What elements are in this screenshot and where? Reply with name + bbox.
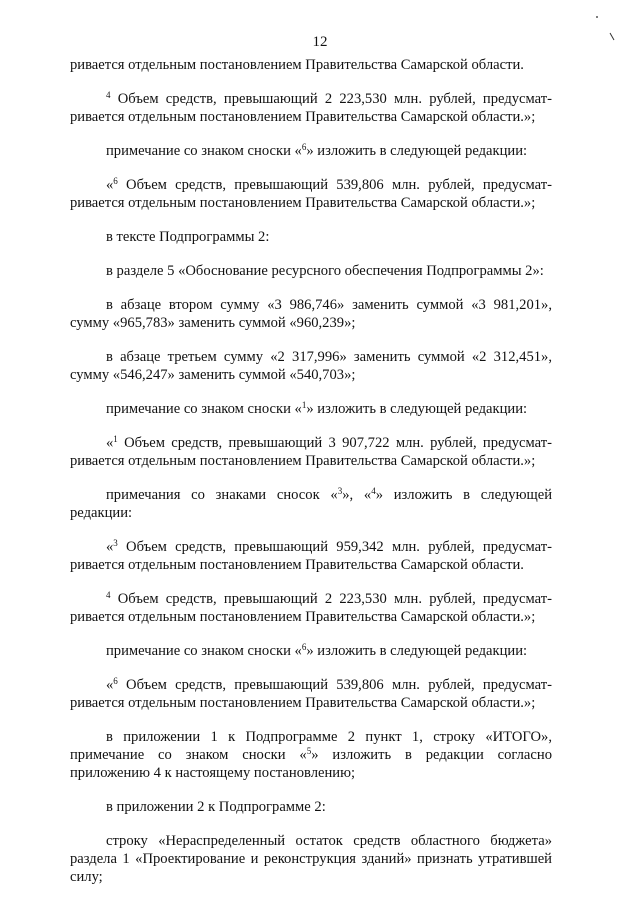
paragraph-text: » изложить в редакции согласно приложению 4 к настоящему постановлению; [70,747,552,781]
paragraph-text: примечание со знаком сноски « [106,401,302,417]
footnote-marker: 5 [306,746,312,756]
paragraph [70,176,552,212]
paragraph-text: Объем средств, превышающий 959,342 млн. рублей, предусмат- ривается отдельным постановлением Правительства Самарской области. [70,539,552,573]
paragraph-text: в абзаце третьем сумму «2 317,996» заменить суммой «2 312,451», сумму «546,247» заменить суммой «540,703»; [70,349,552,383]
paragraph [70,590,552,626]
paragraph [70,798,552,816]
paragraph [70,348,552,384]
paragraph-text: » изложить в следующей редакции: [306,643,528,659]
footnote-marker: 4 [106,90,111,100]
paragraph [70,486,552,522]
paragraph [70,296,552,332]
footnote-marker: 3 [337,486,343,496]
scan-speck [596,16,598,18]
page-number: 12 [312,34,328,50]
paragraph-text: Объем средств, превышающий 2 223,530 млн. рублей, предусмат- ривается отдельным постановлением Правительства Самарской области.»; [70,591,552,625]
footnote-marker: 6 [301,642,307,652]
paragraph [70,832,552,886]
footnote-marker: 1 [301,400,307,410]
footnote-marker: 6 [301,142,307,152]
paragraph-text: в приложении 2 к Подпрограмме 2: [106,799,326,815]
paragraph-text: примечание со знаком сноски « [106,143,302,159]
paragraph-text: в абзаце втором сумму «3 986,746» заменить суммой «3 981,201», сумму «965,783» заменить суммой «960,239»; [70,297,552,331]
footnote-marker: 3 [113,538,118,548]
paragraph [70,90,552,126]
paragraph-text: в разделе 5 «Обоснование ресурсного обеспечения Подпрограммы 2»: [106,263,544,279]
paragraph-text: « [106,435,114,451]
paragraph [70,538,552,574]
paragraph-text: примечания со знаками сносок « [106,487,338,503]
paragraph-text: « [106,677,114,693]
paragraph-text: Объем средств, превышающий 539,806 млн. рублей, предусмат- ривается отдельным постановлением Правительства Самарской области.»; [70,177,552,211]
paragraph [70,728,552,782]
paragraph-text: Объем средств, превышающий 2 223,530 млн. рублей, предусмат- ривается отдельным постановлением Правительства Самарской области.»; [70,91,552,125]
paragraph-text: в тексте Подпрограммы 2: [106,229,270,245]
paragraph-text: » изложить в следующей редакции: [306,143,528,159]
paragraph-text: строку «Нераспределенный остаток средств областного бюджета» раздела 1 «Проектирование и реконструкция зданий» признать утратившей силу; [70,833,552,885]
footnote-marker: 1 [113,434,118,444]
paragraph-text: « [106,539,114,555]
paragraph-text: ривается отдельным постановлением Правительства Самарской области. [70,57,524,73]
paragraph [70,642,552,660]
paragraph [70,262,552,280]
paragraph-text: в приложении 1 к Подпрограмме 2 пункт 1, строку «ИТОГО», примечание со знаком сноски « [70,729,552,763]
paragraph-text: », « [342,487,372,503]
footnote-marker: 6 [113,676,118,686]
footnote-marker: 4 [106,590,111,600]
footnote-marker: 4 [371,486,376,496]
paragraph-text: Объем средств, превышающий 539,806 млн. рублей, предусмат- ривается отдельным постановлением Правительства Самарской области.»; [70,677,552,711]
paragraph [70,676,552,712]
footnote-marker: 6 [113,176,118,186]
paragraph [70,142,552,160]
paragraph-text: « [106,177,114,193]
paragraph [70,56,552,74]
paragraph-text: » изложить в следующей редакции: [70,487,553,521]
paragraph-text: примечание со знаком сноски « [106,643,302,659]
paragraph [70,434,552,470]
paragraph [70,400,552,418]
paragraph-text: Объем средств, превышающий 3 907,722 млн. рублей, предусмат- ривается отдельным постановлением Правительства Самарской области.»; [70,435,552,469]
paragraph-text: » изложить в следующей редакции: [306,401,528,417]
paragraph [70,228,552,246]
document-body [70,56,552,902]
